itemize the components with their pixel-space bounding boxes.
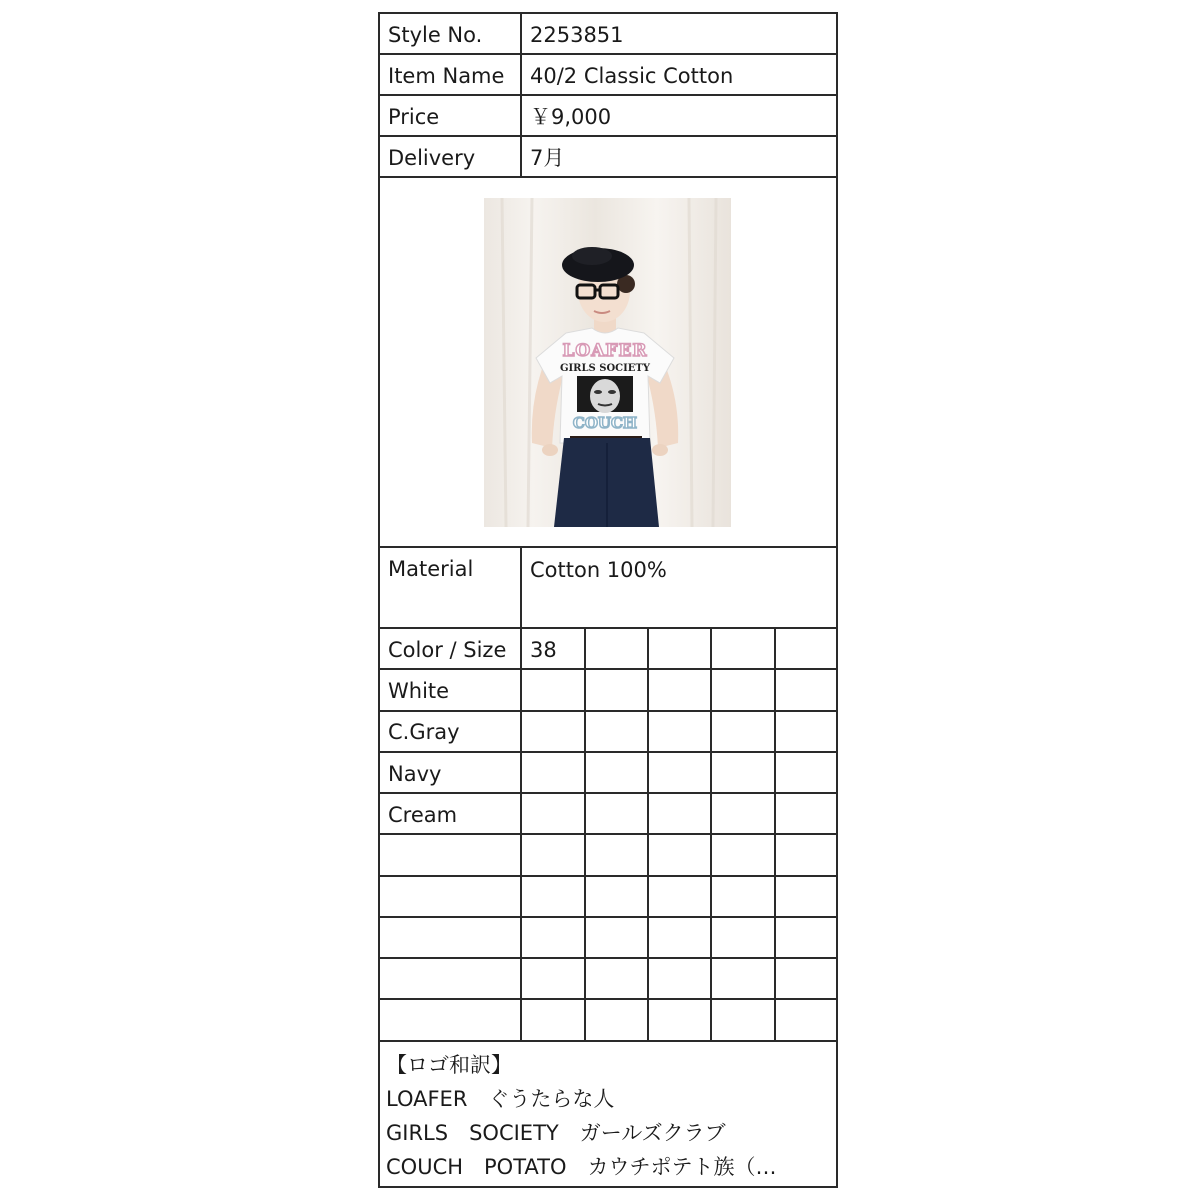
row-divider <box>378 627 838 629</box>
delivery-value: 7月 <box>530 148 565 170</box>
color-c-gray: C.Gray <box>388 722 460 744</box>
material-value: Cotton 100% <box>530 560 667 582</box>
row-divider <box>378 135 838 137</box>
col-divider <box>647 627 649 1042</box>
row-divider <box>378 12 838 14</box>
price-value: ￥9,000 <box>530 107 612 129</box>
border-right <box>836 12 838 1188</box>
row-divider <box>378 751 838 753</box>
notes-line: LOAFER ぐうたらな人 <box>386 1087 615 1111</box>
color-size-header: Color / Size <box>388 640 507 662</box>
notes-line: GIRLS SOCIETY ガールズクラブ <box>386 1121 726 1145</box>
row-divider <box>378 875 838 877</box>
row-divider <box>378 668 838 670</box>
color-white: White <box>388 681 450 703</box>
col-divider <box>710 627 712 1042</box>
logo-translation-notes <box>378 1042 838 1186</box>
item-name-value: 40/2 Classic Cotton <box>530 66 734 88</box>
size-38: 38 <box>530 640 557 662</box>
style-no-label: Style No. <box>388 25 483 47</box>
notes-title: 【ロゴ和訳】 <box>386 1053 512 1077</box>
product-photo <box>484 198 731 527</box>
print-couch: COUCH <box>572 414 638 432</box>
col-divider <box>520 12 522 178</box>
delivery-label: Delivery <box>388 148 476 170</box>
color-navy: Navy <box>388 764 442 786</box>
row-divider <box>378 1186 838 1188</box>
color-cream: Cream <box>388 805 458 827</box>
price-label: Price <box>388 107 440 129</box>
print-loafer: LOAFER <box>562 341 648 361</box>
row-divider <box>378 1040 838 1042</box>
print-girls-society: GIRLS SOCIETY <box>559 363 651 374</box>
col-divider <box>584 627 586 1042</box>
material-label: Material <box>388 559 474 581</box>
row-divider <box>378 94 838 96</box>
border-left <box>378 12 380 1188</box>
row-divider <box>378 833 838 835</box>
row-divider <box>378 792 838 794</box>
product-spec-sheet <box>378 12 840 1188</box>
notes-line: COUCH POTATO カウチポテト族（… <box>386 1155 777 1179</box>
row-divider <box>378 710 838 712</box>
row-divider <box>378 546 838 548</box>
col-divider <box>520 627 522 1042</box>
row-divider <box>378 53 838 55</box>
row-divider <box>378 916 838 918</box>
row-divider <box>378 998 838 1000</box>
col-divider <box>774 627 776 1042</box>
col-divider <box>520 546 522 629</box>
row-divider <box>378 957 838 959</box>
row-divider <box>378 176 838 178</box>
item-name-label: Item Name <box>388 66 505 88</box>
style-no-value: 2253851 <box>530 25 624 47</box>
